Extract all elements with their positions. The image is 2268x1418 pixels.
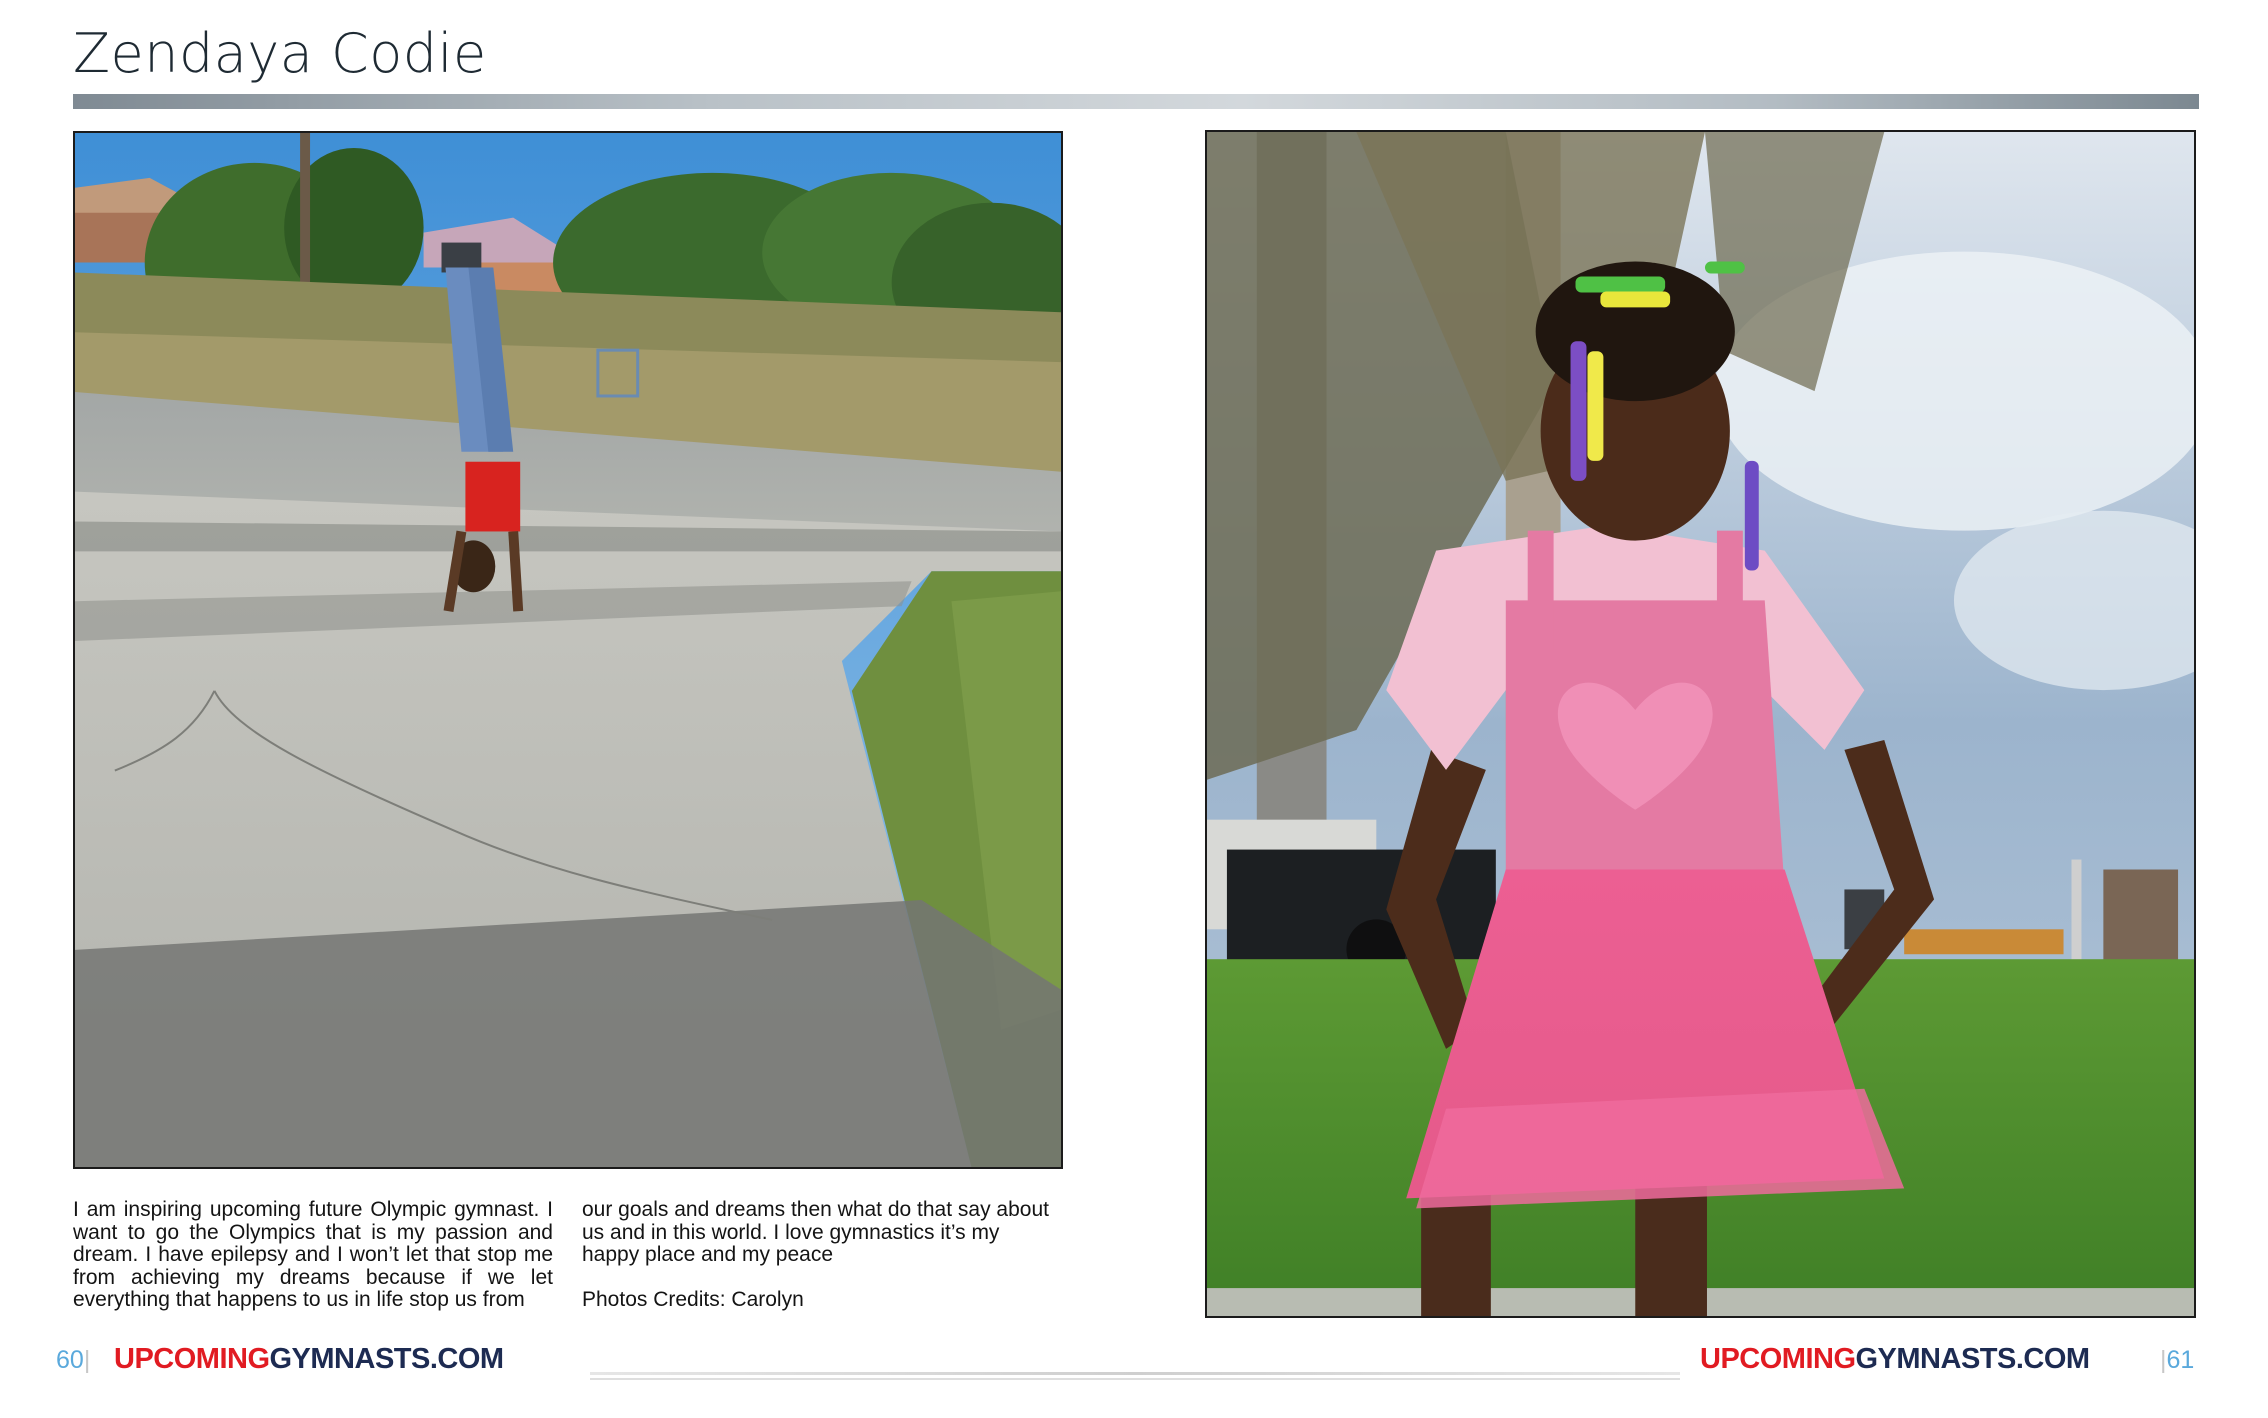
handstand-photo bbox=[73, 131, 1063, 1169]
brand-word-gymnasts: GYMNASTS.COM bbox=[269, 1343, 504, 1375]
page-number-separator: | bbox=[83, 1346, 91, 1374]
page-number-right bbox=[2160, 1346, 2194, 1375]
page-number-left bbox=[56, 1346, 90, 1375]
page-number-right-value: 61 bbox=[2166, 1346, 2195, 1374]
footer-divider-secondary bbox=[590, 1378, 1680, 1380]
photo-credit: Photos Credits: Carolyn bbox=[582, 1287, 804, 1311]
footer-divider bbox=[590, 1372, 1680, 1375]
portrait-photo bbox=[1205, 130, 2196, 1318]
article-column-2 bbox=[582, 1199, 1062, 1311]
brand-word-upcoming: UPCOMING bbox=[114, 1343, 270, 1375]
article-text-continued: our goals and dreams then what do that say about us and in this world. I love gymnastics it’s my happy place and my peace bbox=[582, 1198, 1049, 1266]
title-rule bbox=[73, 94, 2199, 109]
brand-logo-right bbox=[1700, 1343, 2090, 1376]
page-number-left-value: 60 bbox=[56, 1346, 84, 1374]
page-number-separator: | bbox=[2160, 1346, 2167, 1374]
brand-word-gymnasts: GYMNASTS.COM bbox=[1855, 1343, 2090, 1375]
article-column-1: I am inspiring upcoming future Olympic gymnast. I want to go the Olympics that is my passion and dream. I have epilepsy and I won’t let that stop me from achieving my dreams because if we let everything that happens to us in life stop us from bbox=[73, 1198, 553, 1311]
brand-logo-left bbox=[114, 1343, 504, 1376]
brand-word-upcoming: UPCOMING bbox=[1700, 1343, 1856, 1375]
page-title: Zendaya Codie bbox=[73, 22, 487, 85]
